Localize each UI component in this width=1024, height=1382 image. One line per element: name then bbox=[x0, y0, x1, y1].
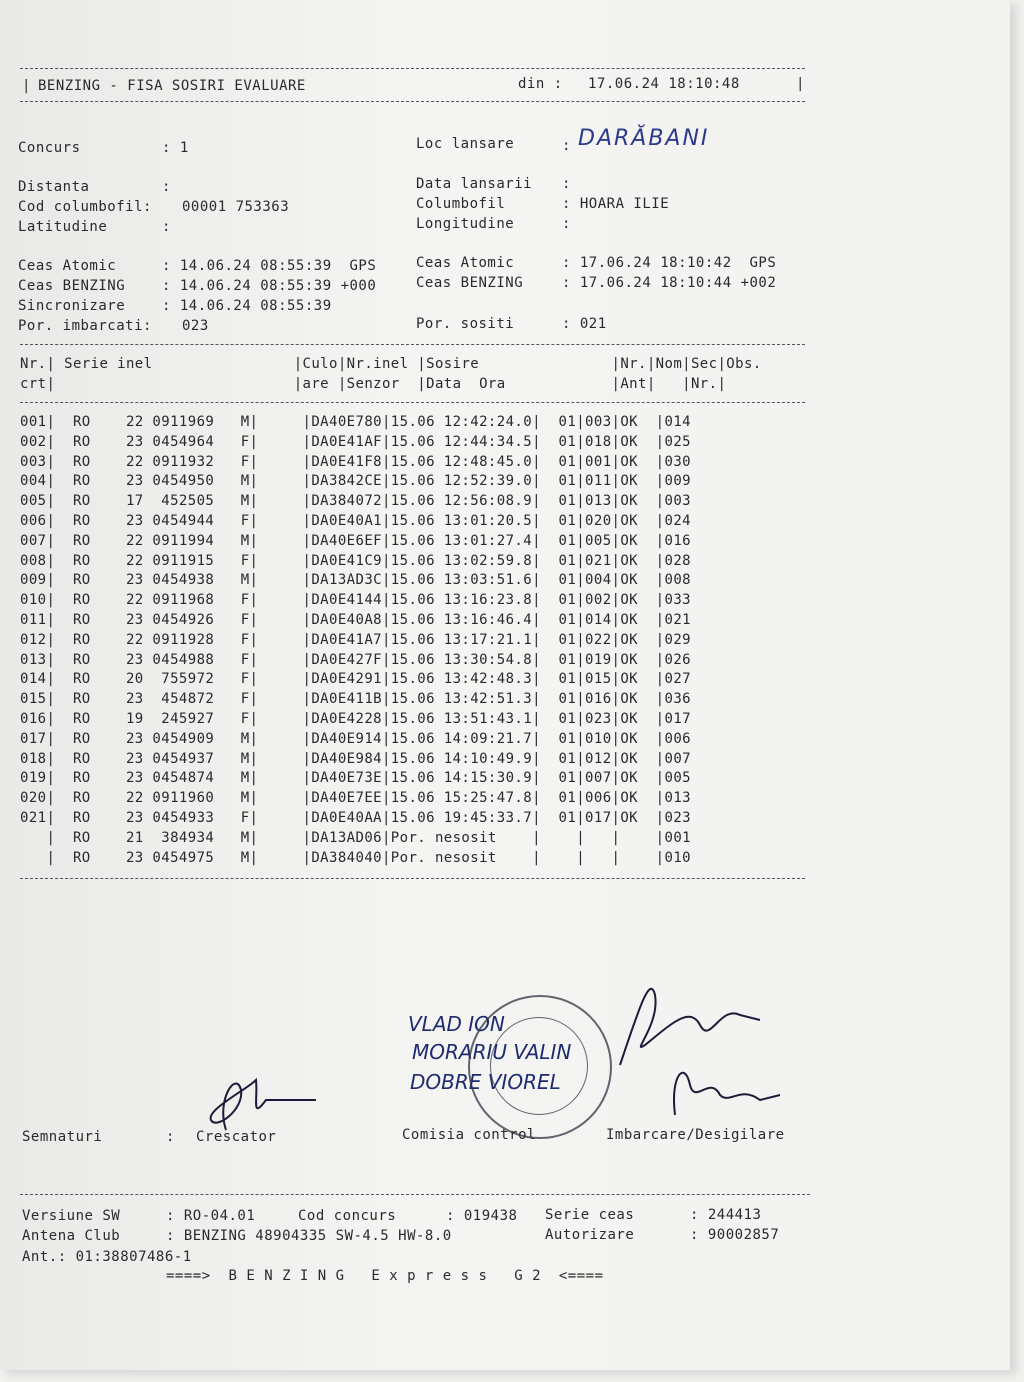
autorizare-value: : 90002857 bbox=[690, 1227, 780, 1243]
ceas-benzing-label: Ceas BENZING bbox=[18, 278, 126, 294]
versiune-label: Versiune SW bbox=[22, 1208, 121, 1224]
por-imbarcati-label: Por. imbarcati: bbox=[18, 318, 152, 334]
latitudine-label: Latitudine bbox=[18, 219, 108, 235]
header-bottom-rule bbox=[20, 101, 805, 102]
ceas-atomic-value: : 14.06.24 08:55:39 GPS bbox=[162, 258, 377, 274]
table-row: 005| RO 17 452505 M| |DA384072|15.06 12:56:08.9| 01|013|OK |003 bbox=[20, 493, 691, 510]
ceas-benzing-arrival-label: Ceas BENZING bbox=[416, 275, 524, 291]
por-imbarcati-value: 023 bbox=[182, 318, 209, 334]
antenna-id: Ant.: 01:38807486-1 bbox=[22, 1249, 192, 1265]
semnaturi-colon: : bbox=[166, 1129, 175, 1145]
antena-label: Antena Club bbox=[22, 1228, 121, 1244]
cod-concurs-label: Cod concurs bbox=[298, 1208, 397, 1224]
table-row: 015| RO 23 454872 F| |DA0E411B|15.06 13:42:51.3| 01|016|OK |036 bbox=[20, 691, 691, 708]
footer-rule bbox=[20, 1194, 810, 1195]
table-row: 007| RO 22 0911994 M| |DA40E6EF|15.06 13:01:27.4| 01|005|OK |016 bbox=[20, 532, 691, 549]
latitudine-value: : bbox=[162, 219, 171, 235]
table-row: 004| RO 23 0454950 M| |DA3842CE|15.06 12:52:39.0| 01|011|OK |009 bbox=[20, 473, 691, 490]
table-row: 018| RO 23 0454937 M| |DA40E984|15.06 14:10:49.9| 01|012|OK |007 bbox=[20, 750, 691, 767]
ceas-atomic-arrival-label: Ceas Atomic bbox=[416, 255, 515, 271]
table-bottom-rule bbox=[20, 878, 805, 879]
header-left-bar: | bbox=[22, 78, 31, 94]
por-sositi-label: Por. sositi bbox=[416, 316, 515, 332]
table-row: 021| RO 23 0454933 F| |DA0E40AA|15.06 19:45:33.7| 01|017|OK |023 bbox=[20, 810, 691, 826]
table-row: 020| RO 22 0911960 M| |DA40E7EE|15.06 15:25:47.8| 01|006|OK |013 bbox=[20, 790, 691, 807]
longitudine-label: Longitudine bbox=[416, 216, 515, 232]
ceas-benzing-arrival-value: : 17.06.24 18:10:44 +002 bbox=[562, 275, 777, 291]
table-row: 008| RO 22 0911915 F| |DA0E41C9|15.06 13:02:59.8| 01|021|OK |028 bbox=[20, 552, 691, 569]
concurs-value: : 1 bbox=[162, 140, 189, 156]
table-row: 012| RO 22 0911928 F| |DA0E41A7|15.06 13:17:21.1| 01|022|OK |029 bbox=[20, 631, 691, 648]
table-row: 011| RO 23 0454926 F| |DA0E40A8|15.06 13:16:46.4| 01|014|OK |021 bbox=[20, 612, 691, 628]
serie-ceas-label: Serie ceas bbox=[545, 1207, 635, 1223]
loc-lansare-label: Loc lansare bbox=[416, 136, 515, 152]
ceas-atomic-arrival-value: : 17.06.24 18:10:42 GPS bbox=[562, 255, 777, 271]
antena-value: : BENZING 48904335 SW-4.5 HW-8.0 bbox=[166, 1228, 452, 1244]
cod-columbofil-value: 00001 753363 bbox=[182, 199, 290, 215]
date-label: din : bbox=[518, 76, 563, 92]
table-header-rule bbox=[20, 402, 805, 403]
header-top-rule bbox=[20, 68, 805, 69]
comisia-control-label: Comisia control bbox=[402, 1127, 536, 1143]
crescator-label: Crescator bbox=[196, 1129, 277, 1145]
autorizare-label: Autorizare bbox=[545, 1227, 635, 1243]
columbofil-value: : HOARA ILIE bbox=[562, 196, 670, 212]
sincronizare-value: : 14.06.24 08:55:39 bbox=[162, 298, 332, 314]
cod-concurs-value: : 019438 bbox=[446, 1208, 518, 1224]
table-row: 019| RO 23 0454874 M| |DA40E73E|15.06 14:15:30.9| 01|007|OK |005 bbox=[20, 770, 691, 787]
loc-lansare-handwritten: DARĂBANI bbox=[578, 126, 710, 151]
control-signatures bbox=[600, 965, 800, 1125]
handwritten-name-1: VLAD ION bbox=[408, 1012, 505, 1036]
ceas-atomic-label: Ceas Atomic bbox=[18, 258, 117, 274]
table-row: 016| RO 19 245927 F| |DA0E4228|15.06 13:51:43.1| 01|023|OK |017 bbox=[20, 711, 691, 727]
crescator-signature bbox=[196, 1060, 326, 1140]
table-row: 003| RO 22 0911932 F| |DA0E41F8|15.06 12:48:45.0| 01|001|OK |030 bbox=[20, 453, 691, 470]
serie-ceas-value: : 244413 bbox=[690, 1207, 762, 1223]
print-date: 17.06.24 18:10:48 bbox=[588, 76, 740, 92]
table-top-rule bbox=[20, 344, 805, 345]
table-row: 001| RO 22 0911969 M| |DA40E780|15.06 12:42:24.0| 01|003|OK |014 bbox=[20, 414, 691, 430]
table-row: 017| RO 23 0454909 M| |DA40E914|15.06 14:09:21.7| 01|010|OK |006 bbox=[20, 730, 691, 747]
table-row: 002| RO 23 0454964 F| |DA0E41AF|15.06 12:44:34.5| 01|018|OK |025 bbox=[20, 433, 691, 450]
concurs-label: Concurs bbox=[18, 140, 81, 156]
table-header-row-2: crt| |are |Senzor |Data Ora |Ant| |Nr.| bbox=[20, 376, 727, 392]
table-row: 013| RO 23 0454988 F| |DA0E427F|15.06 13:30:54.8| 01|019|OK |026 bbox=[20, 651, 691, 668]
table-header-row-1: Nr.| Serie inel |Culo|Nr.inel |Sosire |Nr.|Nom|Sec|Obs. bbox=[20, 356, 762, 372]
longitudine-value: : bbox=[562, 216, 571, 232]
table-row: 010| RO 22 0911968 F| |DA0E4144|15.06 13:16:23.8| 01|002|OK |033 bbox=[20, 592, 691, 609]
benzing-banner: ====> B E N Z I N G E x p r e s s G 2 <==== bbox=[166, 1268, 604, 1284]
data-lansarii-label: Data lansarii bbox=[416, 176, 533, 192]
loc-colon: : bbox=[562, 138, 571, 154]
table-row: | RO 21 384934 M| |DA13AD06|Por. nesosit | | | |001 bbox=[20, 829, 691, 846]
distanta-label: Distanta bbox=[18, 179, 90, 195]
table-row: 009| RO 23 0454938 M| |DA13AD3C|15.06 13:03:51.6| 01|004|OK |008 bbox=[20, 572, 691, 589]
table-row: 014| RO 20 755972 F| |DA0E4291|15.06 13:42:48.3| 01|015|OK |027 bbox=[20, 671, 691, 688]
handwritten-name-3: DOBRE VIOREL bbox=[410, 1070, 561, 1094]
data-lansarii-value: : bbox=[562, 176, 571, 192]
semnaturi-label: Semnaturi bbox=[22, 1129, 103, 1145]
ceas-benzing-value: : 14.06.24 08:55:39 +000 bbox=[162, 278, 377, 294]
official-stamp bbox=[468, 995, 612, 1139]
por-sositi-value: : 021 bbox=[562, 316, 607, 332]
versiune-value: : RO-04.01 bbox=[166, 1208, 256, 1224]
cod-columbofil-label: Cod columbofil: bbox=[18, 199, 152, 215]
handwritten-name-2: MORARIU VALIN bbox=[412, 1040, 572, 1064]
columbofil-label: Columbofil bbox=[416, 196, 506, 212]
imbarcare-label: Imbarcare/Desigilare bbox=[606, 1127, 785, 1143]
table-row: 006| RO 23 0454944 F| |DA0E40A1|15.06 13:01:20.5| 01|020|OK |024 bbox=[20, 513, 691, 529]
header-right-bar: | bbox=[796, 76, 805, 92]
table-row: | RO 23 0454975 M| |DA384040|Por. nesosit | | | |010 bbox=[20, 849, 691, 866]
document-title: BENZING - FISA SOSIRI EVALUARE bbox=[38, 78, 306, 94]
distanta-value: : bbox=[162, 179, 171, 195]
sincronizare-label: Sincronizare bbox=[18, 298, 126, 314]
